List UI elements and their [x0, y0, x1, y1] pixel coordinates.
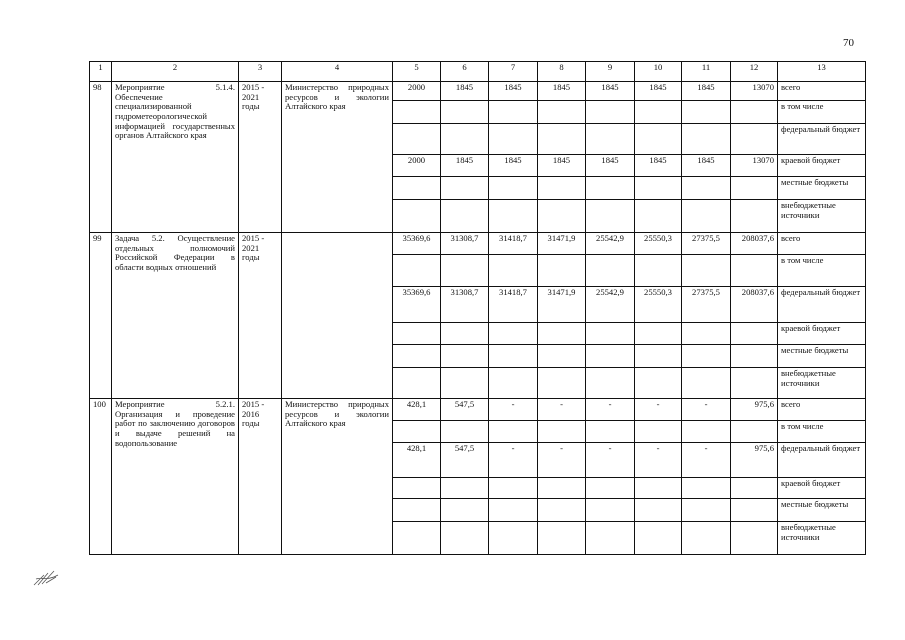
amount-cell: [441, 101, 489, 124]
amount-cell: [586, 124, 635, 155]
amount-cell: [393, 323, 441, 345]
measure-name-cell: Мероприятие 5.1.4. Обеспечение специализированной гидрометеорологической информацией государственных органов Алтайского края: [112, 82, 239, 233]
amount-cell: [441, 124, 489, 155]
amount-cell: 27375,5: [682, 233, 731, 255]
amount-cell: [586, 101, 635, 124]
header-cell: 2: [112, 62, 239, 82]
header-cell: 8: [538, 62, 586, 82]
amount-cell: [393, 101, 441, 124]
amount-cell: [682, 200, 731, 233]
funding-source-cell: местные бюджеты: [778, 177, 866, 200]
amount-cell: 547,5: [441, 443, 489, 478]
header-cell: 3: [239, 62, 282, 82]
header-cell: 12: [731, 62, 778, 82]
amount-cell: 1845: [586, 155, 635, 177]
amount-cell: [441, 323, 489, 345]
amount-cell: -: [586, 443, 635, 478]
amount-cell: [635, 478, 682, 499]
funding-source-cell: федеральный бюджет: [778, 443, 866, 478]
funding-source-cell: в том числе: [778, 421, 866, 443]
executor-cell: Министерство природных ресурсов и экологии Алтайского края: [282, 82, 393, 233]
amount-cell: [441, 499, 489, 522]
amount-cell: -: [682, 443, 731, 478]
amount-cell: [393, 499, 441, 522]
amount-cell: [489, 478, 538, 499]
amount-cell: [538, 124, 586, 155]
amount-cell: [393, 200, 441, 233]
amount-cell: 31308,7: [441, 233, 489, 255]
amount-cell: [393, 345, 441, 368]
amount-cell: [393, 478, 441, 499]
funding-source-cell: местные бюджеты: [778, 345, 866, 368]
amount-cell: [489, 522, 538, 555]
funding-source-cell: всего: [778, 233, 866, 255]
amount-cell: -: [538, 443, 586, 478]
amount-cell: [635, 499, 682, 522]
period-cell: 2015 - 2021 годы: [239, 82, 282, 233]
funding-source-cell: федеральный бюджет: [778, 124, 866, 155]
header-cell: 13: [778, 62, 866, 82]
amount-cell: [682, 255, 731, 287]
amount-cell: [489, 200, 538, 233]
measure-name-cell: Мероприятие 5.2.1. Организация и проведение работ по заключению договоров и выдаче решений на водопользование: [112, 399, 239, 555]
amount-cell: [635, 177, 682, 200]
amount-cell: 2000: [393, 82, 441, 101]
amount-cell: 208037,6: [731, 287, 778, 323]
amount-cell: 25542,9: [586, 287, 635, 323]
amount-cell: [586, 522, 635, 555]
funding-source-cell: всего: [778, 82, 866, 101]
funding-source-cell: в том числе: [778, 101, 866, 124]
table-row: [90, 233, 866, 255]
amount-cell: [441, 478, 489, 499]
amount-cell: [586, 255, 635, 287]
amount-cell: [586, 478, 635, 499]
row-number-cell: 100: [90, 399, 112, 555]
amount-cell: [731, 124, 778, 155]
row-number-cell: 99: [90, 233, 112, 399]
amount-cell: [538, 177, 586, 200]
period-cell: 2015 - 2021 годы: [239, 233, 282, 399]
amount-cell: [682, 177, 731, 200]
amount-cell: [682, 368, 731, 399]
amount-cell: [393, 522, 441, 555]
amount-cell: [489, 345, 538, 368]
amount-cell: 1845: [682, 155, 731, 177]
amount-cell: [682, 124, 731, 155]
amount-cell: 975,6: [731, 399, 778, 421]
amount-cell: [538, 323, 586, 345]
amount-cell: [682, 499, 731, 522]
amount-cell: [682, 345, 731, 368]
amount-cell: 35369,6: [393, 287, 441, 323]
amount-cell: [489, 421, 538, 443]
amount-cell: [489, 177, 538, 200]
amount-cell: 975,6: [731, 443, 778, 478]
amount-cell: 1845: [538, 82, 586, 101]
amount-cell: -: [538, 399, 586, 421]
funding-source-cell: внебюджетные источники: [778, 368, 866, 399]
amount-cell: [731, 478, 778, 499]
amount-cell: 27375,5: [682, 287, 731, 323]
amount-cell: 1845: [441, 155, 489, 177]
table-body: [90, 82, 866, 555]
amount-cell: [489, 124, 538, 155]
amount-cell: 1845: [586, 82, 635, 101]
amount-cell: 1845: [682, 82, 731, 101]
header-cell: 10: [635, 62, 682, 82]
measure-name-cell: Задача 5.2. Осуществление отдельных полномочий Российской Федерации в области водных отношений: [112, 233, 239, 399]
amount-cell: [682, 323, 731, 345]
amount-cell: [635, 124, 682, 155]
amount-cell: [586, 177, 635, 200]
header-cell: 9: [586, 62, 635, 82]
amount-cell: [682, 478, 731, 499]
amount-cell: [586, 323, 635, 345]
amount-cell: 208037,6: [731, 233, 778, 255]
table-row: [90, 399, 866, 421]
amount-cell: [441, 345, 489, 368]
amount-cell: 25550,3: [635, 233, 682, 255]
row-number-cell: 98: [90, 82, 112, 233]
amount-cell: [731, 522, 778, 555]
amount-cell: [441, 522, 489, 555]
amount-cell: [538, 478, 586, 499]
funding-source-cell: краевой бюджет: [778, 155, 866, 177]
amount-cell: [635, 200, 682, 233]
amount-cell: [731, 255, 778, 287]
handwritten-mark: [32, 565, 62, 587]
amount-cell: [441, 255, 489, 287]
amount-cell: [635, 522, 682, 555]
amount-cell: 31471,9: [538, 233, 586, 255]
amount-cell: [682, 522, 731, 555]
amount-cell: [393, 124, 441, 155]
header-cell: 5: [393, 62, 441, 82]
amount-cell: [635, 345, 682, 368]
header-cell: 6: [441, 62, 489, 82]
amount-cell: [489, 368, 538, 399]
amount-cell: [489, 255, 538, 287]
amount-cell: [441, 200, 489, 233]
amount-cell: 428,1: [393, 399, 441, 421]
amount-cell: -: [682, 399, 731, 421]
amount-cell: [538, 200, 586, 233]
header-cell: 4: [282, 62, 393, 82]
amount-cell: [538, 345, 586, 368]
amount-cell: 31418,7: [489, 233, 538, 255]
amount-cell: [731, 345, 778, 368]
executor-cell: [282, 233, 393, 399]
amount-cell: [586, 200, 635, 233]
funding-source-cell: федеральный бюджет: [778, 287, 866, 323]
funding-source-cell: в том числе: [778, 255, 866, 287]
amount-cell: -: [635, 399, 682, 421]
amount-cell: 25542,9: [586, 233, 635, 255]
amount-cell: 1845: [441, 82, 489, 101]
amount-cell: [393, 421, 441, 443]
amount-cell: [731, 421, 778, 443]
header-row: [90, 62, 866, 82]
header-cell: 7: [489, 62, 538, 82]
amount-cell: 1845: [489, 155, 538, 177]
amount-cell: [731, 177, 778, 200]
executor-cell: Министерство природных ресурсов и экологии Алтайского края: [282, 399, 393, 555]
amount-cell: [586, 345, 635, 368]
amount-cell: [731, 323, 778, 345]
amount-cell: [489, 499, 538, 522]
amount-cell: 13070: [731, 82, 778, 101]
amount-cell: 2000: [393, 155, 441, 177]
amount-cell: 428,1: [393, 443, 441, 478]
amount-cell: [538, 421, 586, 443]
funding-source-cell: местные бюджеты: [778, 499, 866, 522]
amount-cell: 31418,7: [489, 287, 538, 323]
funding-source-cell: краевой бюджет: [778, 323, 866, 345]
amount-cell: [393, 177, 441, 200]
amount-cell: -: [635, 443, 682, 478]
amount-cell: [635, 421, 682, 443]
amount-cell: [538, 499, 586, 522]
amount-cell: 1845: [489, 82, 538, 101]
amount-cell: [635, 323, 682, 345]
page-number: 70: [843, 37, 854, 49]
amount-cell: [538, 101, 586, 124]
amount-cell: [538, 522, 586, 555]
amount-cell: 35369,6: [393, 233, 441, 255]
amount-cell: [731, 499, 778, 522]
amount-cell: -: [489, 399, 538, 421]
funding-source-cell: внебюджетные источники: [778, 522, 866, 555]
period-cell: 2015 - 2016 годы: [239, 399, 282, 555]
header-cell: 11: [682, 62, 731, 82]
table-row: [90, 82, 866, 101]
funding-source-cell: всего: [778, 399, 866, 421]
amount-cell: [393, 255, 441, 287]
amount-cell: [682, 421, 731, 443]
amount-cell: 1845: [635, 82, 682, 101]
amount-cell: [441, 421, 489, 443]
amount-cell: 31308,7: [441, 287, 489, 323]
funding-source-cell: краевой бюджет: [778, 478, 866, 499]
amount-cell: 31471,9: [538, 287, 586, 323]
amount-cell: 1845: [635, 155, 682, 177]
amount-cell: 25550,3: [635, 287, 682, 323]
amount-cell: [635, 101, 682, 124]
amount-cell: [731, 200, 778, 233]
amount-cell: [441, 368, 489, 399]
amount-cell: [731, 101, 778, 124]
amount-cell: 547,5: [441, 399, 489, 421]
funding-source-cell: внебюджетные источники: [778, 200, 866, 233]
amount-cell: 13070: [731, 155, 778, 177]
header-cell: 1: [90, 62, 112, 82]
amount-cell: [731, 368, 778, 399]
amount-cell: [538, 368, 586, 399]
amount-cell: [586, 368, 635, 399]
amount-cell: -: [489, 443, 538, 478]
amount-cell: [393, 368, 441, 399]
amount-cell: [441, 177, 489, 200]
amount-cell: [489, 101, 538, 124]
amount-cell: [682, 101, 731, 124]
amount-cell: [538, 255, 586, 287]
amount-cell: 1845: [538, 155, 586, 177]
amount-cell: -: [586, 399, 635, 421]
amount-cell: [489, 323, 538, 345]
budget-table: [89, 61, 866, 555]
amount-cell: [635, 255, 682, 287]
amount-cell: [586, 499, 635, 522]
amount-cell: [635, 368, 682, 399]
amount-cell: [586, 421, 635, 443]
